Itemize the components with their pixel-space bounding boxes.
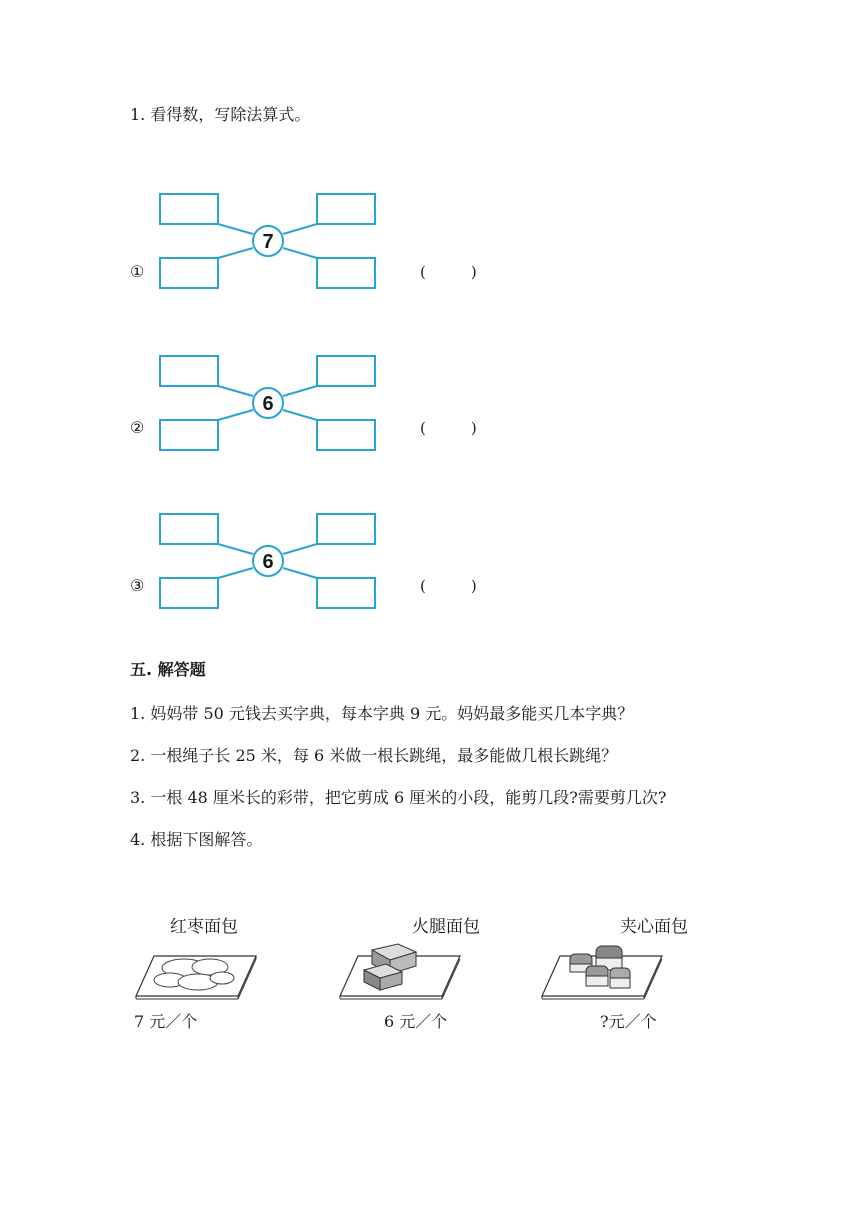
answer-box bbox=[160, 258, 218, 288]
division-diagram-3 bbox=[155, 510, 385, 615]
division-diagram-1 bbox=[155, 190, 385, 295]
diagram-label-1: ① bbox=[130, 262, 145, 281]
diagram-label-2: ② bbox=[130, 418, 145, 437]
answer-box bbox=[317, 194, 375, 224]
bread-name-1: 红枣面包 bbox=[170, 917, 238, 937]
red-date-bread-image bbox=[132, 950, 262, 1006]
word-problem-2: 2. 一根绳子长 25 米，每 6 米做一根长跳绳，最多能做几根长跳绳？ bbox=[130, 746, 618, 765]
division-diagram-2 bbox=[155, 352, 385, 457]
bread-price-3: ?元／个 bbox=[600, 1012, 657, 1031]
word-problem-4: 4. 根据下图解答。 bbox=[130, 830, 263, 849]
center-number: 6 bbox=[262, 551, 274, 573]
word-problem-3: 3. 一根 48 厘米长的彩带，把它剪成 6 厘米的小段，能剪几段?需要剪几次? bbox=[130, 788, 667, 807]
bread-price-2: 6 元／个 bbox=[384, 1012, 448, 1031]
bread-price-1: 7 元／个 bbox=[134, 1012, 198, 1031]
answer-parentheses-1[interactable]: ( ) bbox=[420, 263, 477, 281]
section-heading: 五. 解答题 bbox=[130, 660, 206, 679]
center-number: 6 bbox=[262, 393, 274, 415]
sandwich-bread-image bbox=[538, 940, 668, 1006]
question-title: 1. 看得数，写除法算式。 bbox=[130, 105, 311, 124]
answer-box bbox=[317, 258, 375, 288]
answer-parentheses-3[interactable]: ( ) bbox=[420, 577, 477, 595]
answer-box bbox=[160, 194, 218, 224]
diagram-label-3: ③ bbox=[130, 576, 145, 595]
bread-name-2: 火腿面包 bbox=[412, 917, 480, 937]
answer-parentheses-2[interactable]: ( ) bbox=[420, 419, 477, 437]
word-problem-1: 1. 妈妈带 50 元钱去买字典，每本字典 9 元。妈妈最多能买几本字典？ bbox=[130, 704, 634, 723]
bread-name-3: 夹心面包 bbox=[620, 917, 688, 937]
ham-bread-image bbox=[336, 940, 466, 1006]
center-number: 7 bbox=[262, 231, 274, 253]
